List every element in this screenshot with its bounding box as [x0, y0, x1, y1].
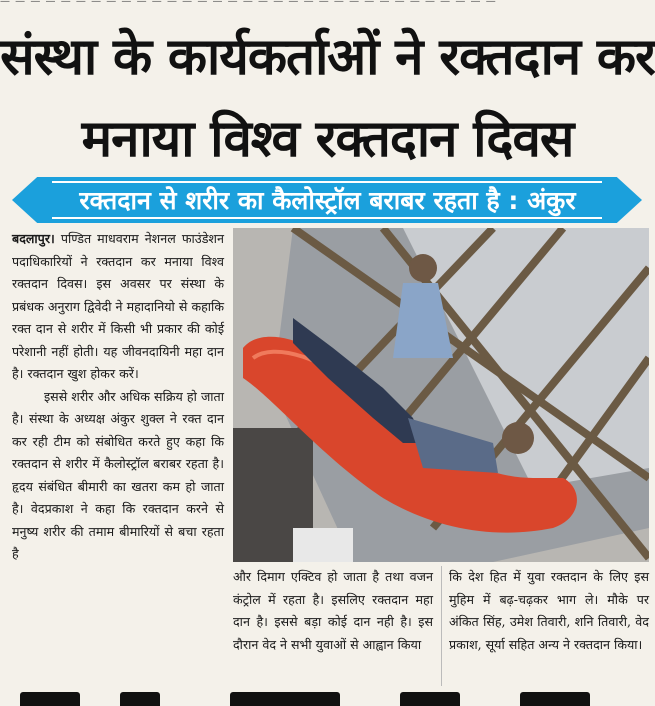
- article-column-1: [12, 228, 224, 566]
- subheadline-text: रक्तदान से शरीर का कैलोस्ट्रॉल बराबर रहता है : अंकुर: [79, 186, 576, 215]
- cut-off-text-strip: — — — — — — — — — — — — — — — — — — — — — — — — — — — — — — — — —: [0, 0, 497, 7]
- paragraph-1-text: पण्डित माधवराम नेशनल फाउंडेशन पदाधिकारियों ने रक्तदान कर मनाया विश्व रक्तदान दिवस। इस अवसर पर संस्था के प्रबंधक अनुराग द्विवेदी ने महादानियो से कहाकि रक्त दान से शरीर में किसी भी प्रकार की कोई परेशानी नहीं होती। यह जीवनदायिनी महा दान है। रक्तदान खुश होकर करें।: [12, 231, 224, 381]
- headline-line-2: मनाया विश्व रक्तदान दिवस: [81, 110, 574, 169]
- dateline: बदलापुर।: [12, 231, 55, 246]
- photo-illustration: [233, 228, 649, 562]
- headline-line-1: संस्था के कार्यकर्ताओं ने रक्तदान कर: [0, 28, 655, 87]
- article-paragraph-2: इससे शरीर और अधिक सक्रिय हो जाता है। संस्था के अध्यक्ष अंकुर शुक्ल ने रक्त दान कर रही टीम को संबोधित करते हुए कहा कि रक्तदान से शरीर में कैलोस्ट्रॉल बराबर रहता है। हृदय संबंधित बीमारी का खतरा कम हो जाता है। वेदप्रकाश ने कहा कि रक्तदान करने से मनुष्य शरीर की तमाम बीमारियों से बचा रहता है: [12, 388, 224, 561]
- blood-donation-photo: [233, 228, 649, 562]
- column-divider: [441, 566, 442, 686]
- article-paragraph-1: [12, 228, 224, 386]
- article-column-3: कि देश हित में युवा रक्तदान के लिए इस मुहिम में बढ़-चढ़कर भाग ले। मौके पर अंकित सिंह, उमेश तिवारी, शनि तिवारी, वेद प्रकाश, सूर्या सहित अन्य ने रक्तदान किया।: [449, 569, 649, 652]
- article-column-2: और दिमाग एक्टिव हो जाता है तथा वजन कंट्रोल में रहता है। इसलिए रक्तदान महा दान है। इससे बड़ा कोई दान नही है। इस दौरान वेद ने सभी युवाओं से आह्वान किया: [233, 569, 433, 652]
- cut-off-next-headline: [0, 692, 655, 706]
